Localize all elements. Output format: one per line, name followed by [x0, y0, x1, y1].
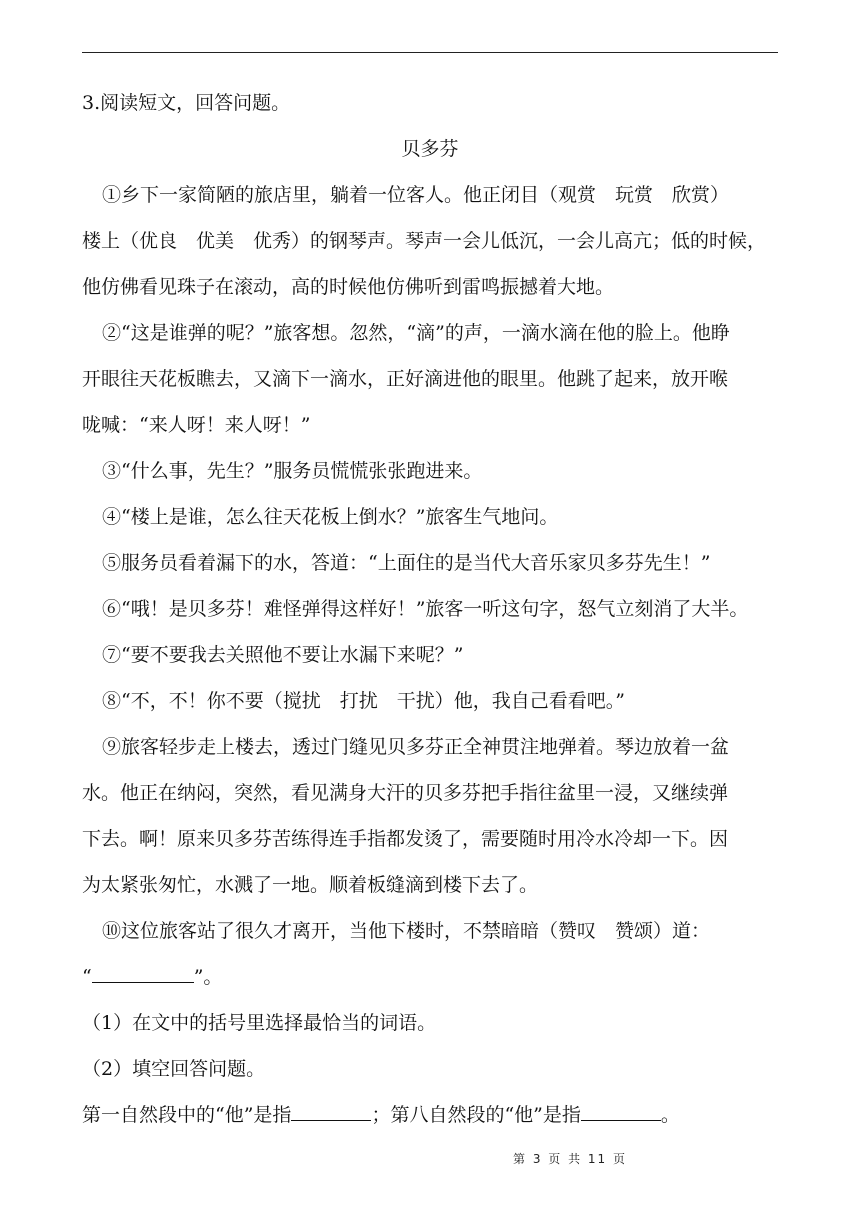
- paragraph-2-line-3: 咙喊：“来人呀！来人呀！”: [82, 414, 311, 436]
- paragraph-10-line-1: ⑩这位旅客站了很久才离开，当他下楼时，不禁暗暗（赞叹 赞颂）道：: [102, 920, 711, 942]
- close-quote: ”。: [193, 966, 223, 988]
- question-2: （2）填空回答问题。: [82, 1058, 266, 1080]
- answer-blank-1[interactable]: [291, 1102, 371, 1121]
- paragraph-2-line-2: 开眼往天花板瞧去，又滴下一滴水，正好滴进他的眼里。他跳了起来，放开喉: [82, 368, 729, 390]
- passage-title: 贝多芬: [401, 138, 459, 160]
- question-2-part-c: 。: [660, 1104, 680, 1126]
- paragraph-3: ③“什么事，先生？”服务员慌慌张张跑进来。: [102, 460, 483, 482]
- question-2-part-a: 第一自然段中的“他”是指: [82, 1104, 292, 1126]
- question-2-fill: [82, 1092, 778, 1138]
- paragraph-5: ⑤服务员看着漏下的水，答道：“上面住的是当代大音乐家贝多芬先生！”: [102, 552, 711, 574]
- question-heading: 3.阅读短文，回答问题。: [82, 92, 291, 114]
- paragraph-9-line-3: 下去。啊！原来贝多芬苦练得连手指都发烫了，需要随时用冷水冷却一下。因: [82, 828, 729, 850]
- header-rule: [82, 52, 778, 53]
- question-1: （1）在文中的括号里选择最恰当的词语。: [82, 1012, 437, 1034]
- paragraph-4: ④“楼上是谁，怎么往天花板上倒水？”旅客生气地问。: [102, 506, 559, 528]
- paragraph-10-line-2: [82, 954, 778, 1000]
- paragraph-6: ⑥“哦！是贝多芬！难怪弹得这样好！”旅客一听这句字，怒气立刻消了大半。: [102, 598, 749, 620]
- paragraph-1-line-3: 他仿佛看见珠子在滚动，高的时候他仿佛听到雷鸣振撼着大地。: [82, 276, 615, 298]
- paragraph-8: ⑧“不，不！你不要（搅扰 打扰 干扰）他，我自己看看吧。”: [102, 690, 625, 712]
- paragraph-9-line-4: 为太紧张匆忙，水溅了一地。顺着板缝滴到楼下去了。: [82, 874, 539, 896]
- paragraph-9-line-2: 水。他正在纳闷，突然，看见满身大汗的贝多芬把手指往盆里一浸，又继续弹: [82, 782, 729, 804]
- open-quote: “: [82, 966, 92, 988]
- paragraph-1-line-1: ①乡下一家简陋的旅店里，躺着一位客人。他正闭目（观赏 玩赏 欣赏）: [102, 184, 730, 206]
- paragraph-9-line-1: ⑨旅客轻步走上楼去，透过门缝见贝多芬正全神贯注地弹着。琴边放着一盆: [102, 736, 730, 758]
- paragraph-2-line-1: ②“这是谁弹的呢？”旅客想。忽然，“滴”的声，一滴水滴在他的脸上。他睁: [102, 322, 730, 344]
- answer-blank-quote[interactable]: [92, 964, 194, 983]
- page-footer: 第 3 页 共 11 页: [513, 1152, 627, 1166]
- answer-blank-2[interactable]: [581, 1102, 661, 1121]
- document-body: [82, 80, 778, 1138]
- paragraph-1-line-2: 楼上（优良 优美 优秀）的钢琴声。琴声一会儿低沉，一会儿高亢；低的时候，: [82, 230, 767, 252]
- question-2-part-b: ；第八自然段的“他”是指: [371, 1104, 581, 1126]
- paragraph-7: ⑦“要不要我去关照他不要让水漏下来呢？”: [102, 644, 464, 666]
